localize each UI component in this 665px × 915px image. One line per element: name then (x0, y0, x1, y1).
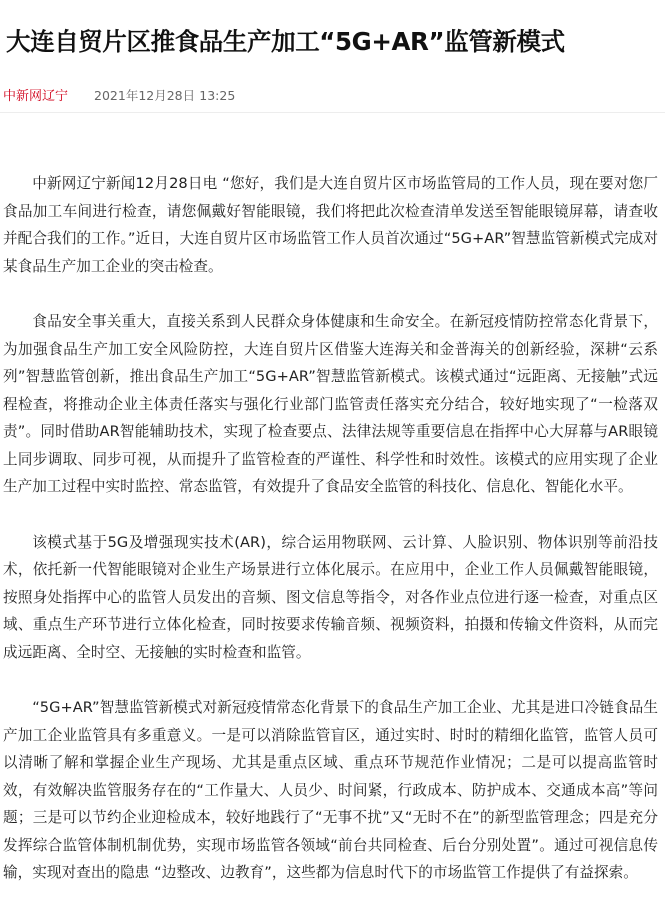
publish-date: 2021年12月28日 (94, 88, 196, 103)
article-meta (3, 86, 235, 106)
paragraph-4: “5G+AR”智慧监管新模式对新冠疫情常态化背景下的食品生产加工企业、尤其是进口冷链食品生产加工企业监管具有多重意义。一是可以消除监管盲区，通过实时、时时的精细化监管，监管人员可以清晰了解和掌握企业生产现场、尤其是重点区域、重点环节规范作业情况；二是可以提高监管时效，有效解决监管服务存在的“工作量大、人员少、时间紧，行政成本、防护成本、交通成本高”等问题；三是可以节约企业迎检成本，较好地践行了“无事不扰”又“无时不在”的新型监管理念；四是充分发挥综合监管体制机制优势，实现市场监管各领域“前台共同检查、后台分别处置”。通过可视信息传输，实现对查出的隐患 “边整改、边教育”，这些都为信息时代下的市场监管工作提供了有益探索。 (3, 699, 658, 881)
paragraph-1: 中新网辽宁新闻12月28日电 “您好，我们是大连自贸片区市场监管局的工作人员，现在要对您厂食品加工车间进行检查，请您佩戴好智能眼镜，我们将把此次检查清单发送至智能眼镜屏幕，请查收并配合我们的工作。”近日，大连自贸片区市场监管工作人员首次通过“5G+AR”智慧监管新模式完成对某食品生产加工企业的突击检查。 (3, 175, 658, 275)
paragraph-2: 食品安全事关重大，直接关系到人民群众身体健康和生命安全。在新冠疫情防控常态化背景下，为加强食品生产加工安全风险防控，大连自贸片区借鉴大连海关和金普海关的创新经验，深耕“云系列”智慧监管创新，推出食品生产加工“5G+AR”智慧监管新模式。该模式通过“远距离、无接触”式远程检查，将推动企业主体责任落实与强化行业部门监管责任落实充分结合，较好地实现了“一检落双责”。同时借助AR智能辅助技术，实现了检查要点、法律法规等重要信息在指挥中心大屏幕与AR眼镜上同步调取、同步可视，从而提升了监管检查的严谨性、科学性和时效性。该模式的应用实现了企业生产加工过程中实时监控、常态监管，有效提升了食品安全监管的科技化、信息化、智能化水平。 (3, 313, 658, 495)
article-body (3, 170, 658, 915)
paragraph-3: 该模式基于5G及增强现实技术(AR)，综合运用物联网、云计算、人脸识别、物体识别等前沿技术，依托新一代智能眼镜对企业生产场景进行立体化展示。在应用中，企业工作人员佩戴智能眼镜，按照身处指挥中心的监管人员发出的音频、图文信息等指令，对各作业点位进行逐一检查，对重点区域、重点生产环节进行立体化检查，同时按要求传输音频、视频资料，拍摄和传输文件资料，从而完成远距离、全时空、无接触的实时检查和监管。 (3, 533, 658, 661)
source-link[interactable]: 中新网辽宁 (3, 89, 69, 104)
publish-time: 13:25 (199, 88, 236, 103)
header-divider (0, 112, 665, 113)
article-title: 大连自贸片区推食品生产加工“5G+AR”监管新模式 (6, 27, 565, 56)
